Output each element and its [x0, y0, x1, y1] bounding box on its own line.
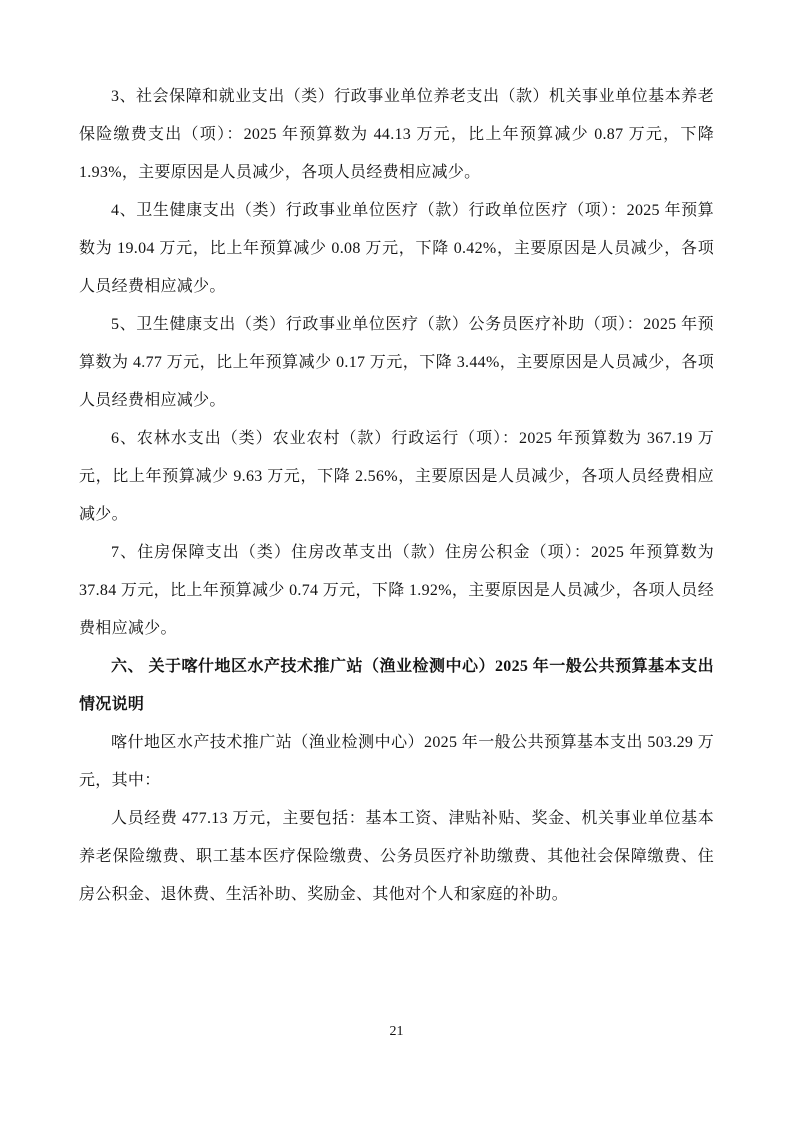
paragraph-item-7: 7、住房保障支出（类）住房改革支出（款）住房公积金（项）：2025 年预算数为 37.84 万元，比上年预算减少 0.74 万元，下降 1.92%，主要原因是人员减少，各项人员经费相应减少。 — [79, 544, 714, 637]
paragraph-item-4: 4、卫生健康支出（类）行政事业单位医疗（款）行政单位医疗（项）：2025 年预算数为 19.04 万元，比上年预算减少 0.08 万元，下降 0.42%，主要原因是人员减少，各项人员经费相应减少。 — [79, 202, 714, 295]
page-number: 21 — [389, 1024, 404, 1039]
section-heading-six: 六、 关于喀什地区水产技术推广站（渔业检测中心）2025 年一般公共预算基本支出情况说明 — [79, 658, 714, 713]
paragraph-item-3: 3、社会保障和就业支出（类）行政事业单位养老支出（款）机关事业单位基本养老保险缴费支出（项）：2025 年预算数为 44.13 万元，比上年预算减少 0.87 万元，下降 1.93%，主要原因是人员减少，各项人员经费相应减少。 — [79, 88, 714, 181]
page-body-text — [79, 78, 714, 914]
paragraph-item-5: 5、卫生健康支出（类）行政事业单位医疗（款）公务员医疗补助（项）：2025 年预算数为 4.77 万元，比上年预算减少 0.17 万元，下降 3.44%，主要原因是人员减少，各项人员经费相应减少。 — [79, 316, 714, 409]
paragraph-basic-expenditure-total: 喀什地区水产技术推广站（渔业检测中心）2025 年一般公共预算基本支出 503.29 万元，其中： — [79, 734, 714, 789]
paragraph-item-6: 6、农林水支出（类）农业农村（款）行政运行（项）：2025 年预算数为 367.19 万元，比上年预算减少 9.63 万元，下降 2.56%，主要原因是人员减少，各项人员经费相应减少。 — [79, 430, 714, 523]
paragraph-personnel-expenses: 人员经费 477.13 万元，主要包括：基本工资、津贴补贴、奖金、机关事业单位基本养老保险缴费、职工基本医疗保险缴费、公务员医疗补助缴费、其他社会保障缴费、住房公积金、退休费、生活补助、奖励金、其他对个人和家庭的补助。 — [79, 810, 714, 903]
